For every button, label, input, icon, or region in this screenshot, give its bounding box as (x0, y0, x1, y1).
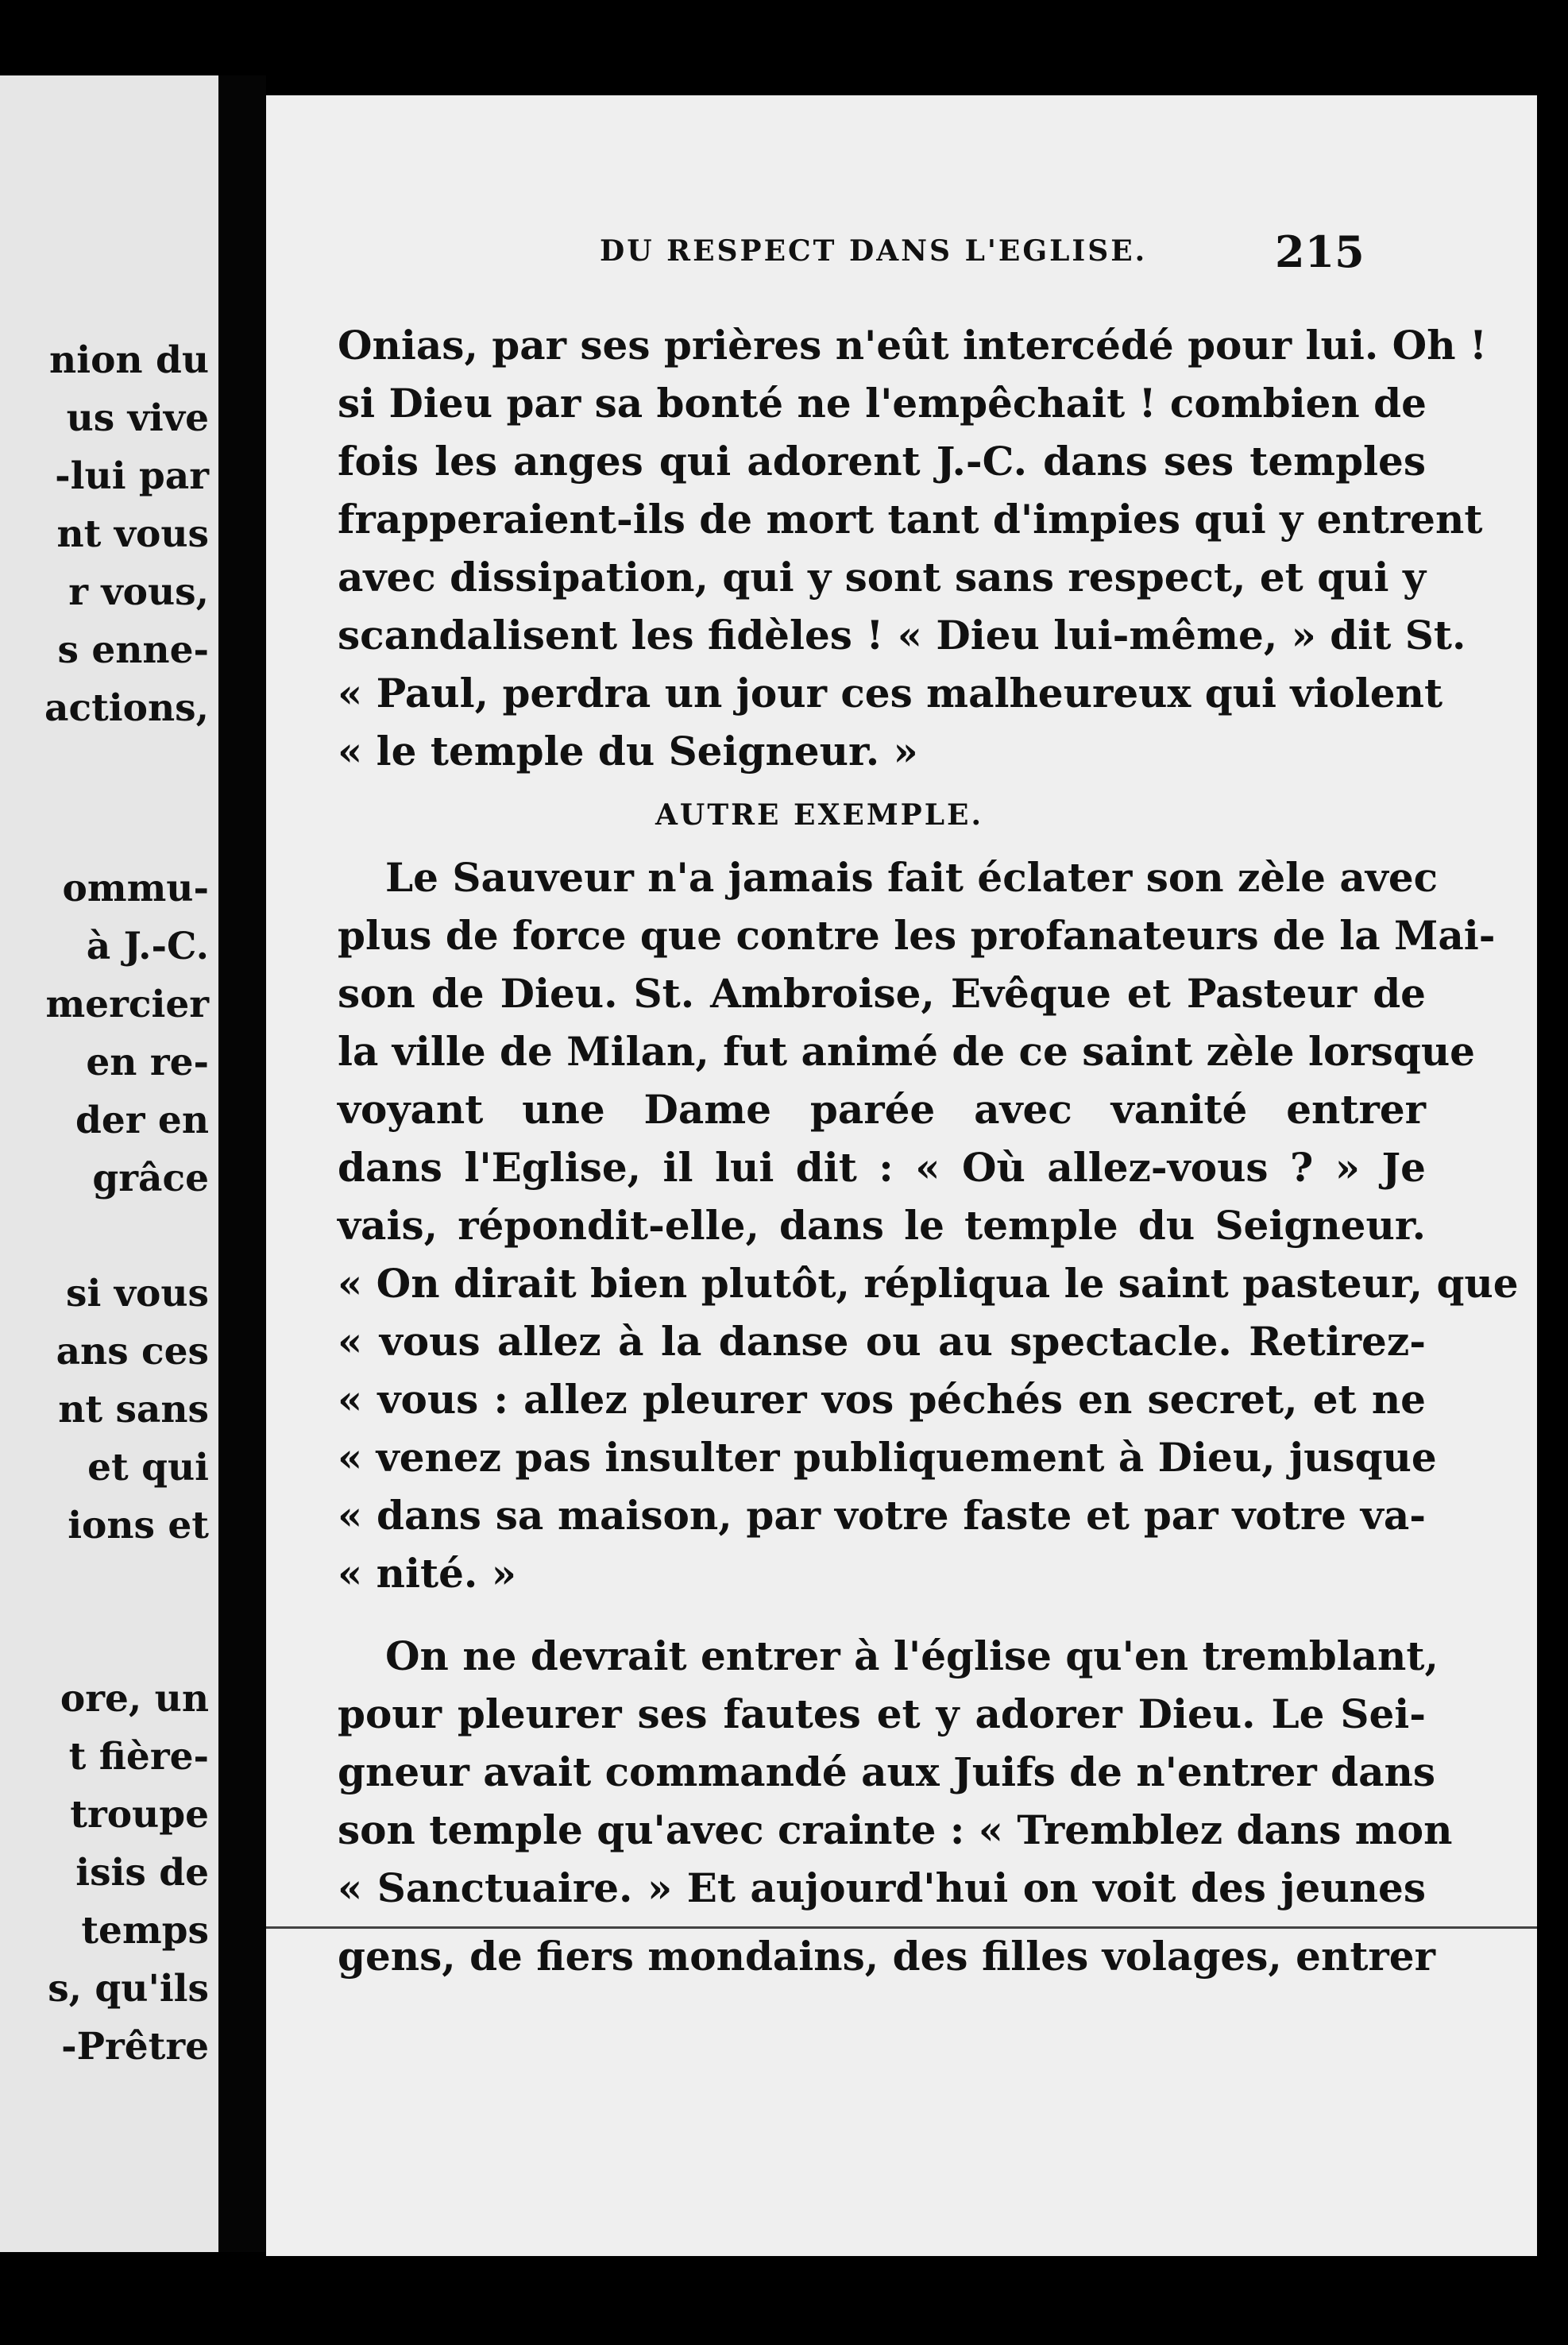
text-line: « dans sa maison, par votre faste et par votre va- (338, 1492, 1426, 1539)
text-line: la ville de Milan, fut animé de ce saint zèle lorsque (338, 1028, 1475, 1075)
text-line: voyant une Dame parée avec vanité entrer (338, 1086, 1426, 1133)
text-line: Le Sauveur n'a jamais fait éclater son zèle avec (385, 854, 1439, 901)
left-page-line: nion du (49, 338, 209, 382)
left-page-line: temps (81, 1909, 209, 1953)
left-page-line: ions et (68, 1504, 209, 1547)
left-page-line: s enne- (57, 628, 209, 672)
text-line: avec dissipation, qui y sont sans respect, et qui y (338, 554, 1426, 601)
text-line: « Sanctuaire. » Et aujourd'hui on voit des jeunes (338, 1864, 1426, 1911)
text-line: scandalisent les fidèles ! « Dieu lui-même, » dit St. (338, 612, 1466, 659)
right-page (266, 95, 1537, 2256)
left-page-line: troupe (70, 1793, 209, 1837)
left-page-line: ans ces (56, 1330, 209, 1373)
text-line: On ne devrait entrer à l'église qu'en tremblant, (385, 1632, 1439, 1679)
left-page-line: -lui par (55, 454, 209, 498)
left-page-line: à J.-C. (86, 925, 209, 968)
horizontal-rule (266, 1926, 1537, 1929)
text-line: pour pleurer ses fautes et y adorer Dieu. Le Sei- (338, 1690, 1426, 1737)
text-line: son temple qu'avec crainte : « Tremblez dans mon (338, 1806, 1453, 1853)
page-gutter (218, 75, 266, 2252)
text-line: « le temple du Seigneur. » (338, 728, 918, 775)
text-line: fois les anges qui adorent J.-C. dans ses temples (338, 438, 1426, 485)
text-line: « venez pas insulter publiquement à Dieu, jusque (338, 1434, 1437, 1481)
text-line: « Paul, perdra un jour ces malheureux qui violent (338, 670, 1443, 717)
text-line: « vous : allez pleurer vos péchés en secret, et ne (338, 1376, 1426, 1423)
left-page-line: s, qu'ils (48, 1967, 209, 2011)
left-page-line: nt vous (56, 512, 209, 556)
text-line: frapperaient-ils de mort tant d'impies qui y entrent (338, 496, 1483, 543)
left-page-line: us vive (66, 396, 209, 440)
section-heading: AUTRE EXEMPLE. (655, 798, 984, 832)
text-line: Onias, par ses prières n'eût intercédé pour lui. Oh ! (338, 322, 1487, 369)
left-page-line: t fière- (68, 1735, 209, 1779)
left-page-line: actions, (44, 686, 209, 730)
left-page-line: et qui (87, 1446, 209, 1489)
left-page-line: grâce (92, 1157, 209, 1200)
text-line: gens, de fiers mondains, des filles volages, entrer (338, 1933, 1435, 1980)
text-line: « On dirait bien plutôt, répliqua le saint pasteur, que (338, 1260, 1519, 1307)
left-page-line: ommu- (62, 867, 209, 910)
text-line: son de Dieu. St. Ambroise, Evêque et Pasteur de (338, 970, 1426, 1017)
text-line: plus de force que contre les profanateurs de la Mai- (338, 912, 1496, 959)
left-page-line: ore, un (60, 1677, 209, 1721)
left-page-line: en re- (86, 1041, 209, 1084)
left-page-line: si vous (66, 1272, 209, 1315)
left-page-line: r vous, (68, 570, 209, 614)
left-page-line: -Prêtre (61, 2025, 209, 2069)
running-head: DU RESPECT DANS L'EGLISE. (600, 234, 1148, 268)
left-page-line: mercier (45, 983, 209, 1026)
text-line: gneur avait commandé aux Juifs de n'entrer dans (338, 1748, 1436, 1795)
text-line: si Dieu par sa bonté ne l'empêchait ! combien de (338, 380, 1427, 427)
text-line: « vous allez à la danse ou au spectacle. Retirez- (338, 1318, 1426, 1365)
left-page-fragment (0, 75, 218, 2252)
text-line: vais, répondit-elle, dans le temple du Seigneur. (338, 1202, 1426, 1249)
text-line: « nité. » (338, 1550, 516, 1597)
text-line: dans l'Eglise, il lui dit : « Où allez-vous ? » Je (338, 1144, 1426, 1191)
left-page-line: isis de (75, 1851, 209, 1895)
left-page-line: der en (75, 1099, 209, 1142)
left-page-line: nt sans (58, 1388, 209, 1431)
page-number: 215 (1275, 226, 1365, 277)
